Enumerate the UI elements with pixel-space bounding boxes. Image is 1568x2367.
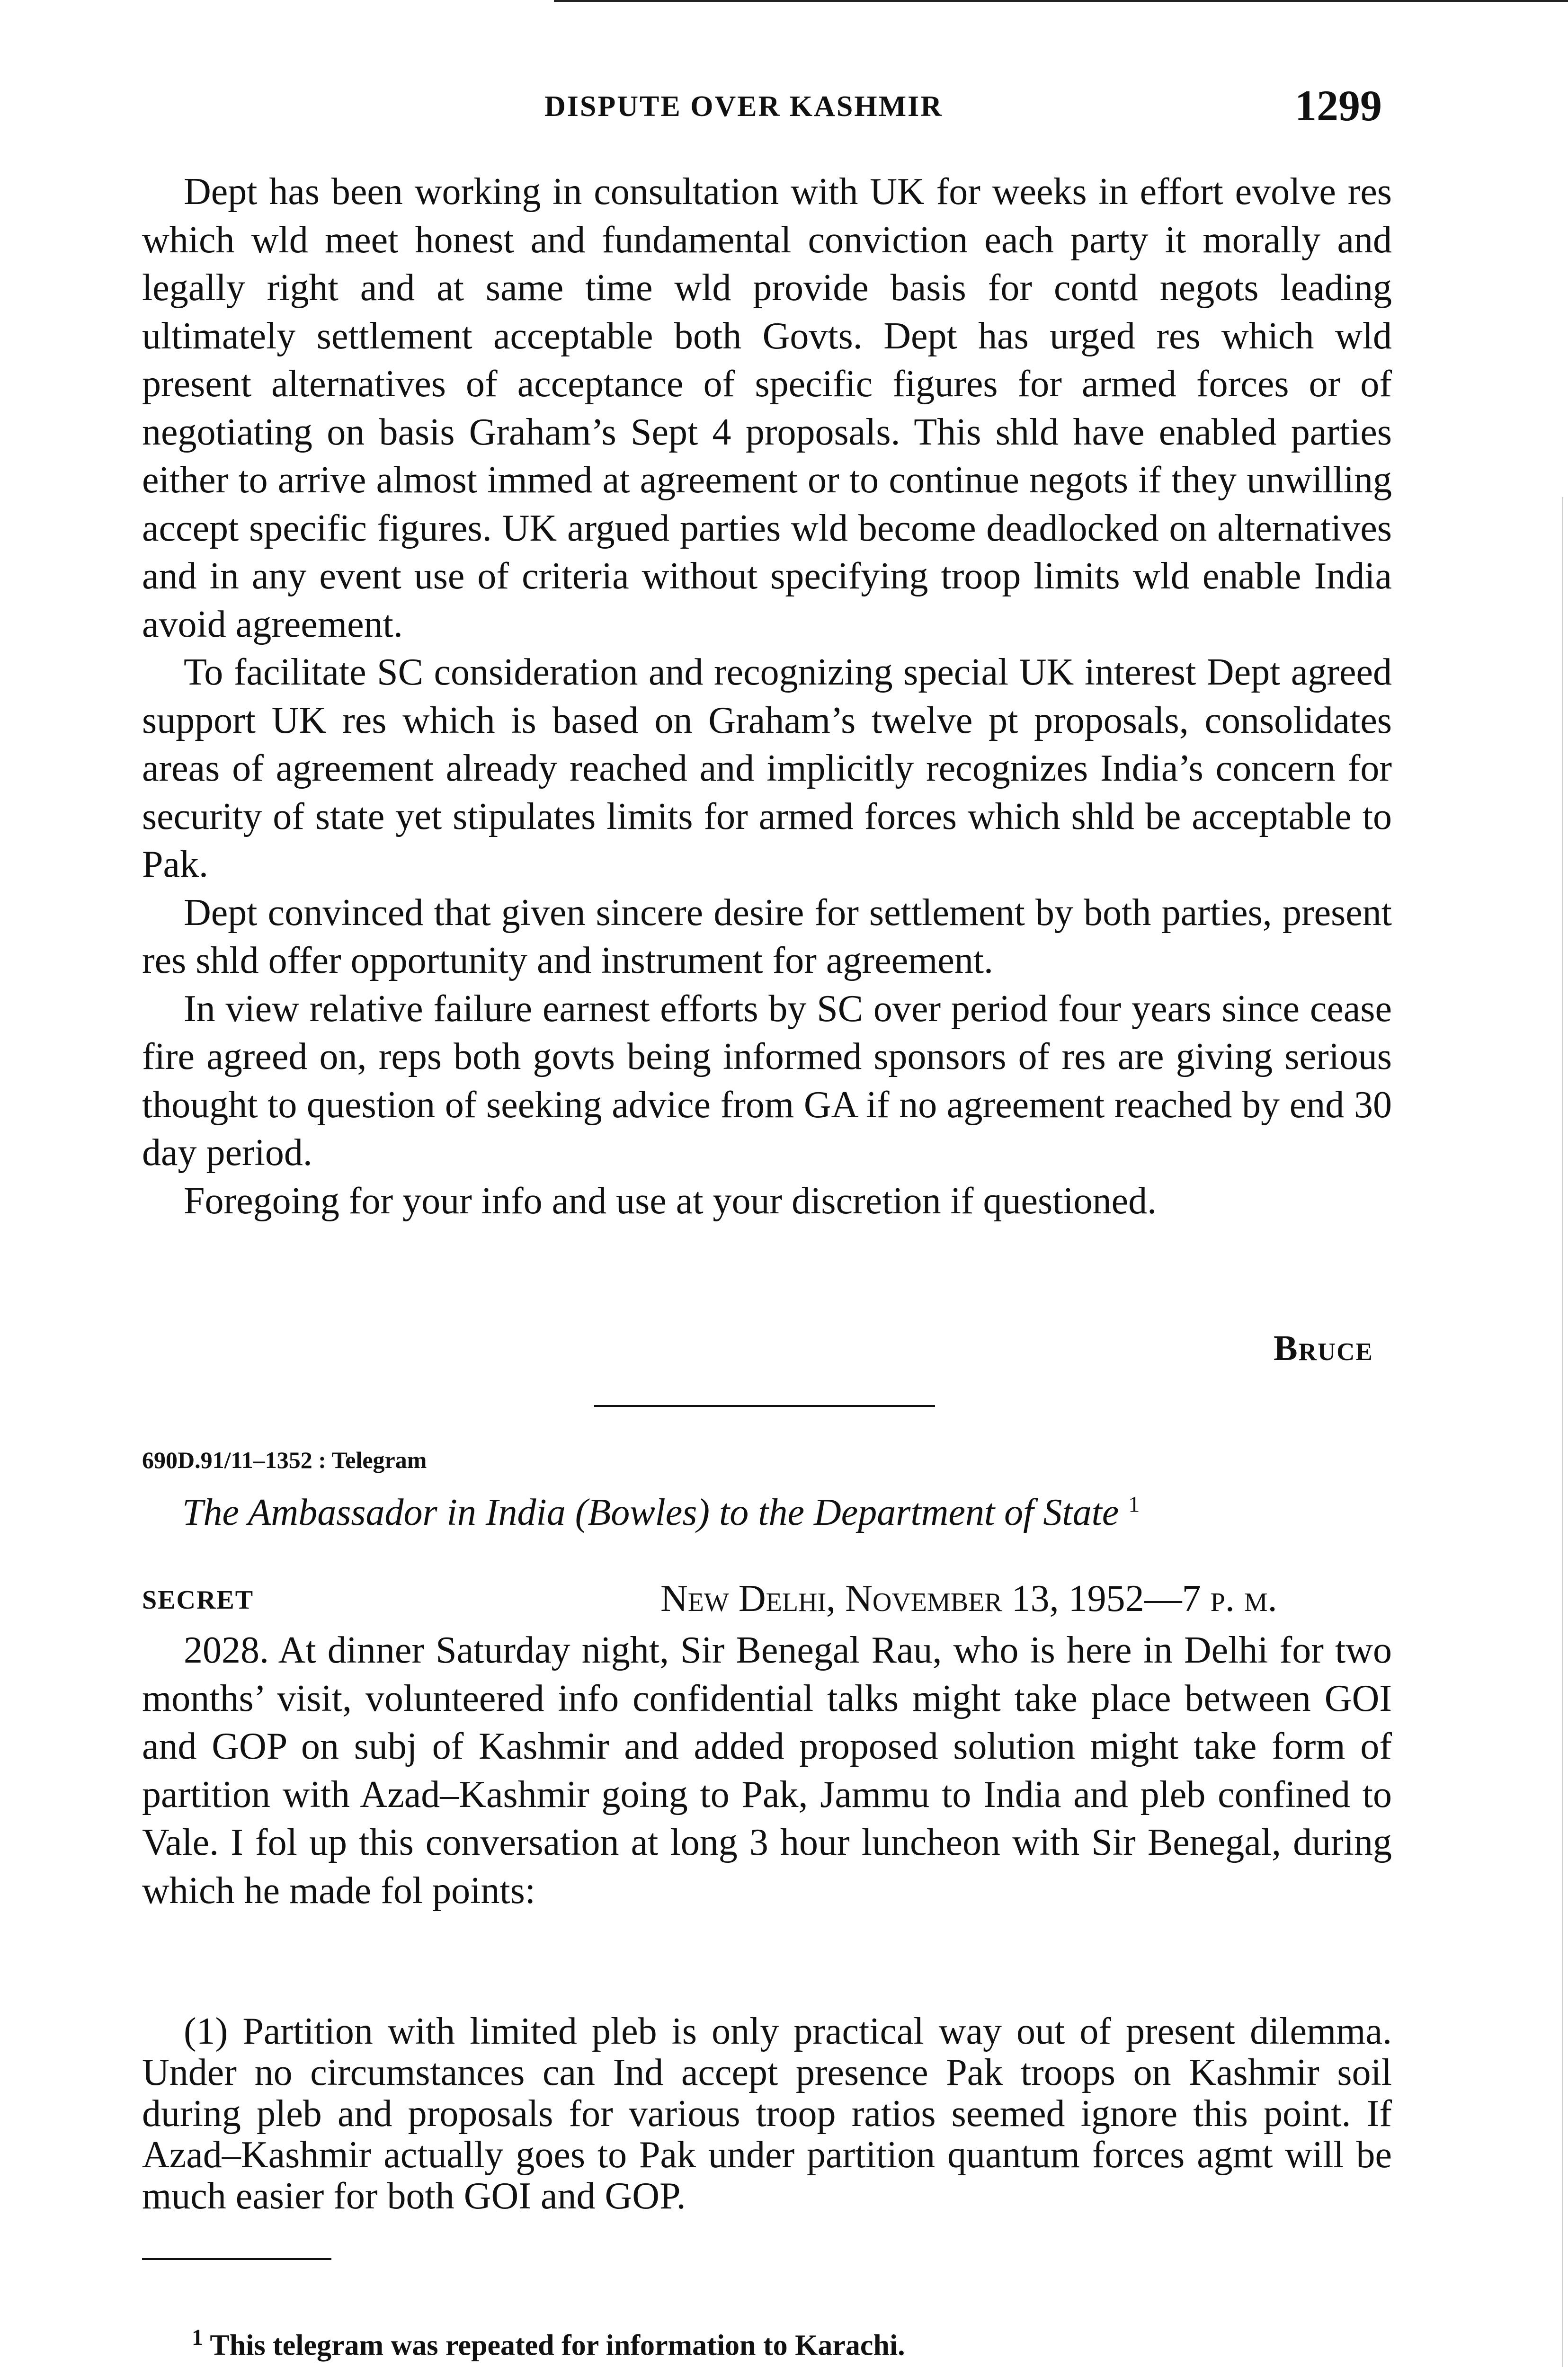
paragraph: Foregoing for your info and use at your discretion if questioned. [184, 1180, 1157, 1222]
footnote-marker: 1 [1128, 1492, 1140, 1517]
footnote [192, 2324, 905, 2363]
running-title: DISPUTE OVER KASHMIR [544, 90, 943, 123]
top-border-line [554, 0, 1568, 2]
paragraph: In view relative failure earnest efforts by SC over period four years since cease fire agreed on, reps both govts being informed sponsors of res are giving serious thought to question of seeking advice from GA if no agreement reached by end 30 day period. [142, 988, 1392, 1174]
document-reference: 690D.91/11–1352 : Telegram [142, 1447, 427, 1473]
paragraph: Dept has been working in consultation with UK for weeks in effort evolve res which wld meet honest and fundamental conviction each party it morally and legally right and at same time wld provide basis for contd negots leading ultimately settlement acceptable both Govts. Dept has urged res which wld present alternatives of acceptance of specific figures for armed forces or of negotiating on basis Graham’s Sept 4 proposals. This shld have enabled parties either to arrive almost immed at agreement or to continue negots if they unwilling accept specific figures. UK argued parties wld become deadlocked on alternatives and in any event use of criteria without specifying troop limits wld enable India avoid agreement. [142, 171, 1392, 645]
footnote-rule [142, 2258, 331, 2260]
classification-label: SECRET [142, 1585, 254, 1615]
numbered-point: (1) Partition with limited pleb is only practical way out of present dilemma. Under no circumstances can Ind accept presence Pak troops on Kashmir soil during pleb and proposals for various troop ratios seemed ignore this point. If Azad–Kashmir actually goes to Pak under partition quantum forces agmt will be much easier for both GOI and GOP. [142, 2011, 1392, 2217]
page-edge-shadow [1562, 497, 1563, 2367]
footnote-text: This telegram was repeated for information to Karachi. [210, 2329, 905, 2362]
paragraph: 2028. At dinner Saturday night, Sir Benegal Rau, who is here in Delhi for two months’ visit, volunteered info confidential talks might take place between GOI and GOP on subj of Kashmir and added proposed solution might take form of partition with Azad–Kashmir going to Pak, Jammu to India and pleb confined to Vale. I fol up this conversation at long 3 hour luncheon with Sir Benegal, during which he made fol points: [142, 1629, 1392, 1912]
page-number: 1299 [1295, 81, 1382, 130]
first-section-body [142, 168, 1392, 1225]
heading-text: The Ambassador in India (Bowles) to the Department of State [182, 1492, 1119, 1533]
document-heading [182, 1491, 1140, 1534]
paragraph: Dept convinced that given sincere desire for settlement by both parties, present res shld offer opportunity and instrument for agreement. [142, 891, 1392, 981]
section-divider [594, 1405, 935, 1407]
dateline: New Delhi, November 13, 1952—7 p. m. [660, 1578, 1277, 1620]
footnote-number: 1 [192, 2325, 203, 2350]
signature: Bruce [1274, 1328, 1373, 1368]
paragraph: To facilitate SC consideration and recognizing special UK interest Dept agreed support UK res which is based on Graham’s twelve pt proposals, consolidates areas of agreement already reached and implicitly recognizes India’s concern for security of state yet stipulates limits for armed forces which shld be acceptable to Pak. [142, 651, 1392, 885]
second-section-body [142, 1627, 1392, 1915]
